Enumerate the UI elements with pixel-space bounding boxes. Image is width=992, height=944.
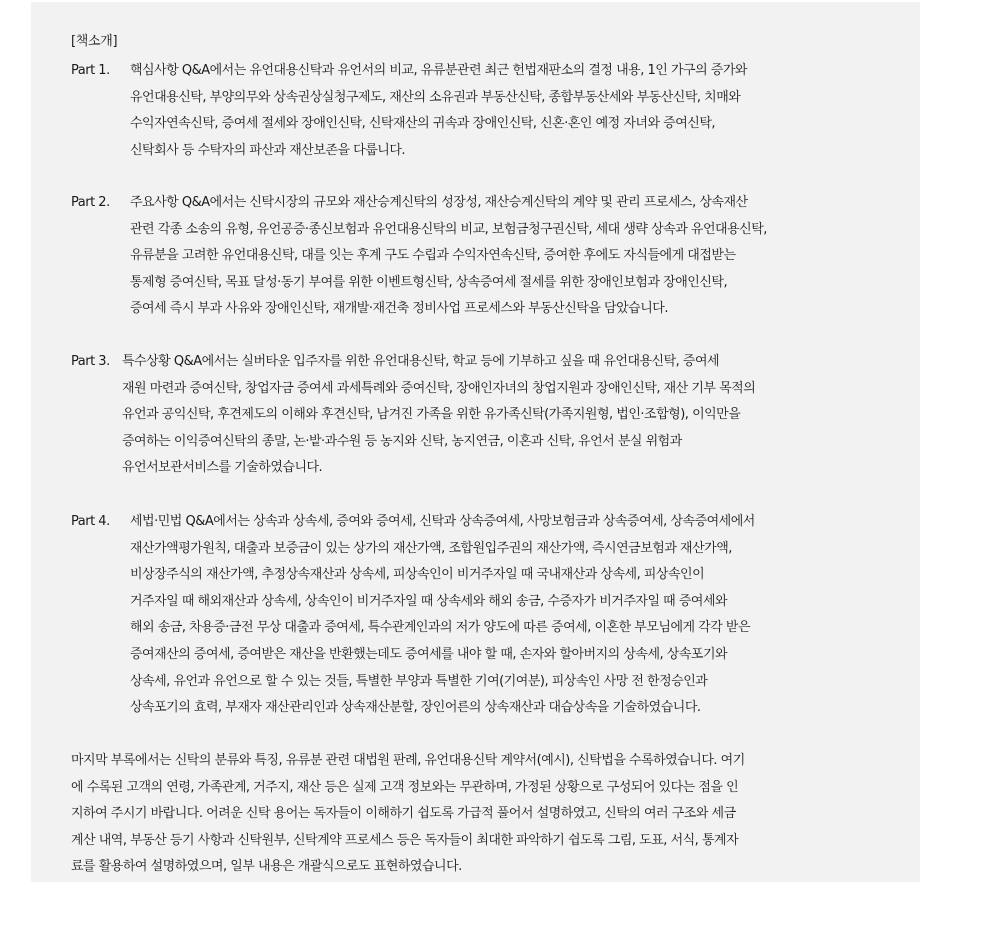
- part-2: [71, 190, 981, 323]
- part-line: 유언대용신탁, 부양의무와 상속권상실청구제도, 재산의 소유권과 부동산신탁, 종합부동산세와 부동산신탁, 치매와: [130, 89, 741, 105]
- part-line: 증여재산의 증여세, 증여받은 재산을 반환했는데도 증여세를 내야 할 때, 손자와 할아버지의 상속세, 상속포기와: [130, 646, 728, 662]
- closing-line: 료를 활용하여 설명하였으며, 일부 내용은 개괄식으로도 표현하였습니다.: [71, 859, 462, 875]
- closing-line: 에 수록된 고객의 연령, 가족관계, 거주지, 재산 등은 실제 고객 정보와는 무관하며, 가정된 상황으로 구성되어 있다는 점을 인: [71, 779, 739, 795]
- part-line: 증여하는 이익증여신탁의 종말, 논·밭·과수원 등 농지와 신탁, 농지연금, 이혼과 신탁, 유언서 분실 위험과: [122, 433, 682, 449]
- section-heading: [책소개]: [71, 34, 118, 49]
- part-label: Part 4.: [71, 514, 110, 529]
- part-line: 상속세, 유언과 유언으로 할 수 있는 것들, 특별한 부양과 특별한 기여(기여분), 피상속인 사망 전 한정승인과: [130, 673, 708, 689]
- part-line: 해외 송금, 차용증·금전 무상 대출과 증여세, 특수관계인과의 저가 양도에 따른 증여세, 이혼한 부모님에게 각각 받은: [130, 620, 751, 636]
- part-1: [71, 58, 981, 164]
- part-label: Part 1.: [71, 63, 110, 78]
- part-line: 재산가액평가원칙, 대출과 보증금이 있는 상가의 재산가액, 조합원입주권의 재산가액, 즉시연금보험과 재산가액,: [130, 540, 732, 556]
- part-line: Part 3. 특수상황 Q&A에서는 실버타운 입주자를 위한 유언대용신탁, 학교 등에 기부하고 싶을 때 유언대용신탁, 증여세: [71, 349, 981, 376]
- part-line: 유류분을 고려한 유언대용신탁, 대를 잇는 후계 구도 수립과 수익자연속신탁, 증여한 후에도 자식들에게 대접받는: [130, 248, 736, 264]
- part-line: 신탁회사 등 수탁자의 파산과 재산보존을 다룹니다.: [130, 142, 406, 158]
- part-line: Part 2. 주요사항 Q&A에서는 신탁시장의 규모와 재산승계신탁의 성장성, 재산승계신탁의 계약 및 관리 프로세스, 상속재산: [71, 190, 981, 217]
- part-label: Part 2.: [71, 195, 110, 210]
- part-line: 비상장주식의 재산가액, 추정상속재산과 상속세, 피상속인이 비거주자일 때 국내재산과 상속세, 피상속인이: [130, 567, 705, 583]
- part-line: 유언서보관서비스를 기술하였습니다.: [122, 460, 323, 476]
- part-line: 재원 마련과 증여신탁, 창업자금 증여세 과세특례와 증여신탁, 장애인자녀의 창업지원과 장애인신탁, 재산 기부 목적의: [122, 380, 756, 396]
- part-line: 거주자일 때 해외재산과 상속세, 상속인이 비거주자일 때 상속세와 해외 송금, 수증자가 비거주자일 때 증여세와: [130, 593, 728, 609]
- closing-line: 마지막 부록에서는 신탁의 분류와 특징, 유류분 관련 대법원 판례, 유언대용신탁 계약서(예시), 신탁법을 수록하였습니다. 여기: [71, 753, 745, 768]
- closing-line: 지하여 주시기 바랍니다. 어려운 신탁 용어는 독자들이 이해하기 쉽도록 가급적 풀어서 설명하였고, 신탁의 여러 구조와 세금: [71, 806, 736, 822]
- part-line: Part 4. 세법·민법 Q&A에서는 상속과 상속세, 증여와 증여세, 신탁과 상속증여세, 사망보험금과 상속증여세, 상속증여세에서: [71, 509, 981, 536]
- part-3: [71, 349, 981, 482]
- part-line: 관련 각종 소송의 유형, 유언공증·종신보험과 유언대용신탁의 비교, 보험금청구권신탁, 세대 생략 상속과 유언대용신탁,: [130, 221, 767, 237]
- part-label: Part 3.: [71, 354, 110, 369]
- part-4: [71, 509, 981, 722]
- part-line: 상속포기의 효력, 부재자 재산관리인과 상속재산분할, 장인어른의 상속재산과 대습상속을 기술하였습니다.: [130, 700, 701, 716]
- part-line: 통제형 증여신탁, 목표 달성·동기 부여를 위한 이벤트형신탁, 상속증여세 절세를 위한 장애인보험과 장애인신탁,: [130, 274, 728, 290]
- closing-line: 계산 내역, 부동산 등기 사항과 신탁원부, 신탁계약 프로세스 등은 독자들이 최대한 파악하기 쉽도록 그림, 도표, 서식, 통계자: [71, 832, 739, 848]
- part-line: 유언과 공익신탁, 후견제도의 이해와 후견신탁, 남겨진 가족을 위한 유가족신탁(가족지원형, 법인·조합형), 이익만을: [122, 407, 741, 423]
- part-line: 수익자연속신탁, 증여세 절세와 장애인신탁, 신탁재산의 귀속과 장애인신탁, 신혼·혼인 예정 자녀와 증여신탁,: [130, 116, 716, 132]
- part-line: 증여세 즉시 부과 사유와 장애인신탁, 재개발·재건축 정비사업 프로세스와 부동산신탁을 담았습니다.: [130, 301, 668, 317]
- closing-paragraph: [71, 748, 922, 881]
- part-line: Part 1. 핵심사항 Q&A에서는 유언대용신탁과 유언서의 비교, 유류분관련 최근 헌법재판소의 결정 내용, 1인 가구의 증가와: [71, 58, 981, 85]
